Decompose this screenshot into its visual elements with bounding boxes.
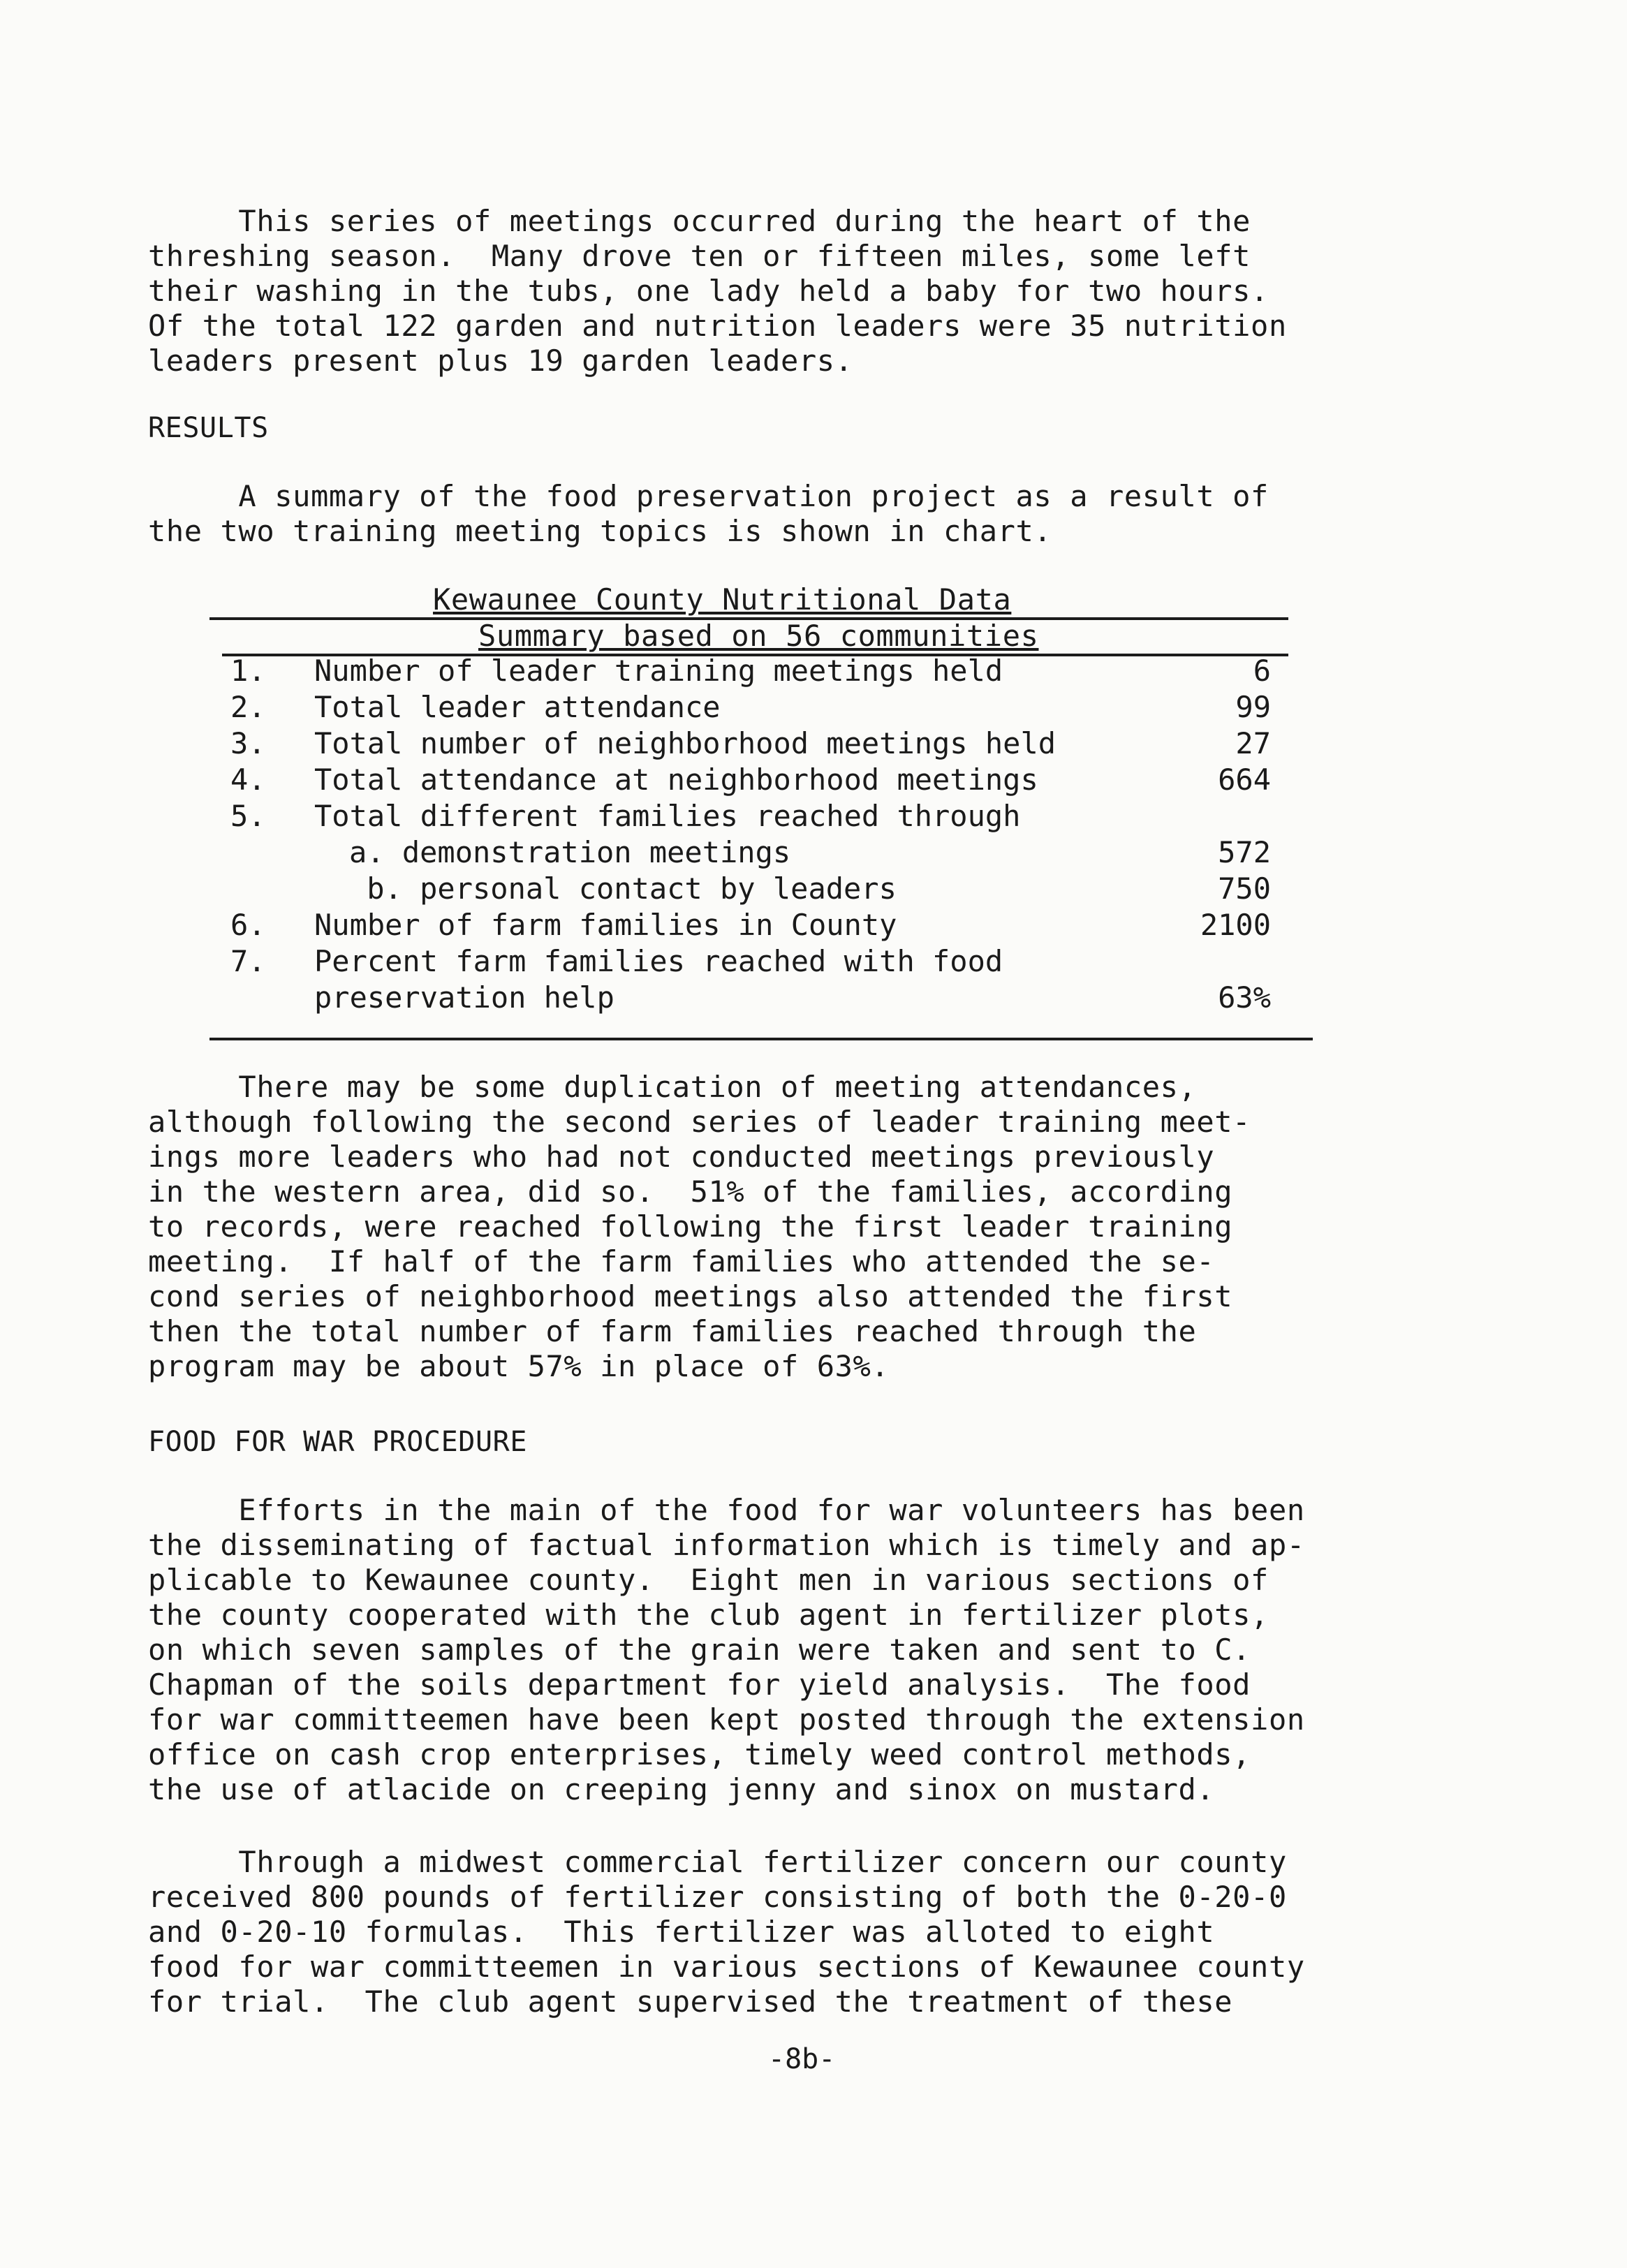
para3-line-5: to records, were reached following the first leader training [148,1209,1233,1244]
para3-line-7: cond series of neighborhood meetings also attended the first [148,1279,1233,1313]
results-heading: RESULTS [148,412,269,444]
row-number: 5. [230,799,266,833]
table-title: Kewaunee County Nutritional Data [433,582,1012,617]
para3-line-4: in the western area, did so. 51% of the families, according [148,1174,1233,1209]
table-bottom-rule [209,1038,1313,1040]
row-value: 750 [1218,871,1271,906]
para3-line-9: program may be about 57% in place of 63%. [148,1349,890,1383]
para2-line-2: the two training meeting topics is shown in chart. [148,514,1052,548]
row-label: Total number of neighborhood meetings held [314,726,1057,760]
row-label: Total attendance at neighborhood meetings [314,763,1038,797]
page-number: -8b- [768,2043,836,2075]
para5-line-2: received 800 pounds of fertilizer consisting of both the 0-20-0 [148,1880,1287,1914]
para5-line-4: food for war committeemen in various sections of Kewaunee county [148,1950,1305,1984]
row-number: 7. [230,944,266,978]
subrow-label: b. personal contact by leaders [349,871,897,906]
para4-line-5: on which seven samples of the grain were taken and sent to C. [148,1633,1251,1667]
row-value: 27 [1235,726,1271,760]
row-label: Number of farm families in County [314,908,897,942]
row-value: 63% [1218,980,1271,1015]
row-value: 6 [1253,654,1271,688]
para4-line-4: the county cooperated with the club agent in fertilizer plots, [148,1598,1269,1632]
para1-line-2: threshing season. Many drove ten or fifteen miles, some left [148,239,1251,273]
para4-line-2: the disseminating of factual information which is timely and ap- [148,1528,1305,1562]
row-number: 3. [230,726,266,760]
row-value: 572 [1218,835,1271,869]
row-number: 6. [230,908,266,942]
row-label-continuation: preservation help [314,980,614,1015]
para3-line-1: There may be some duplication of meeting attendances, [148,1070,1197,1104]
para1-line-1: This series of meetings occurred during the heart of the [148,204,1251,238]
para4-line-3: plicable to Kewaunee county. Eight men in various sections of [148,1563,1269,1597]
para4-line-8: office on cash crop enterprises, timely weed control methods, [148,1737,1251,1772]
row-number: 4. [230,763,266,797]
para3-line-8: then the total number of farm families reached through the [148,1314,1197,1348]
para5-line-3: and 0-20-10 formulas. This fertilizer was alloted to eight [148,1915,1215,1949]
row-number: 1. [230,654,266,688]
para4-line-7: for war committeemen have been kept posted through the extension [148,1702,1305,1737]
row-value: 99 [1235,690,1271,724]
para1-line-4: Of the total 122 garden and nutrition leaders were 35 nutrition [148,309,1287,343]
row-value: 664 [1218,763,1271,797]
row-label: Total leader attendance [314,690,721,724]
para1-line-5: leaders present plus 19 garden leaders. [148,344,853,378]
para3-line-6: meeting. If half of the farm families who attended the se- [148,1244,1215,1279]
row-label: Total different families reached through [314,799,1021,833]
para5-line-5: for trial. The club agent supervised the treatment of these [148,1984,1233,2019]
row-label: Number of leader training meetings held [314,654,1003,688]
table-subtitle: Summary based on 56 communities [478,619,1039,653]
para4-line-1: Efforts in the main of the food for war volunteers has been [148,1493,1305,1527]
para4-line-6: Chapman of the soils department for yield analysis. The food [148,1667,1251,1702]
food-for-war-heading: FOOD FOR WAR PROCEDURE [148,1426,528,1458]
row-label: Percent farm families reached with food [314,944,1003,978]
para4-line-9: the use of atlacide on creeping jenny and sinox on mustard. [148,1772,1215,1806]
subrow-label: a. demonstration meetings [349,835,791,869]
para3-line-2: although following the second series of leader training meet- [148,1105,1251,1139]
row-value: 2100 [1200,908,1271,942]
para5-line-1: Through a midwest commercial fertilizer concern our county [148,1845,1287,1879]
para1-line-3: their washing in the tubs, one lady held a baby for two hours. [148,274,1269,308]
row-number: 2. [230,690,266,724]
para3-line-3: ings more leaders who had not conducted meetings previously [148,1140,1215,1174]
para2-line-1: A summary of the food preservation project as a result of [148,479,1269,513]
